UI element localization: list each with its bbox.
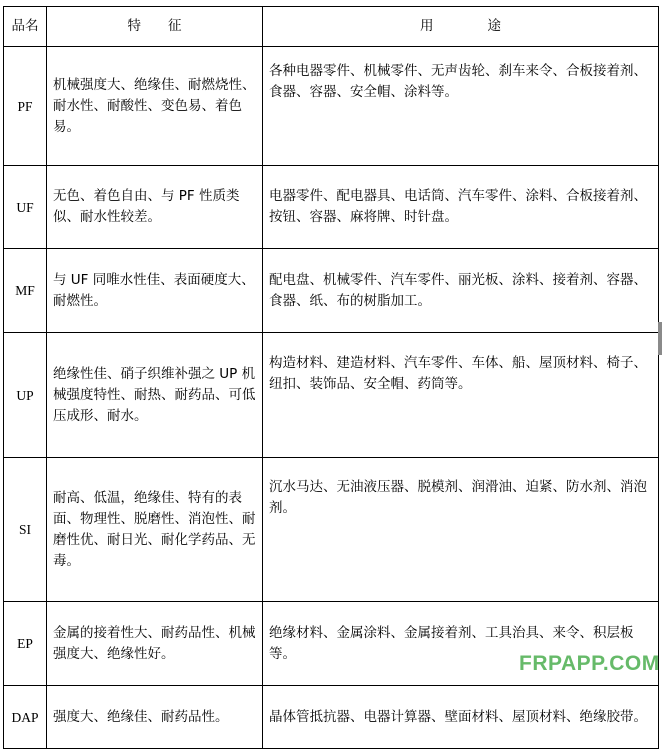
row-features: 与 UF 同唯水性佳、表面硬度大、耐燃性。 xyxy=(47,249,263,333)
watermark: FRPAPP.COM xyxy=(519,652,660,675)
row-features: 耐高、低温，绝缘佳、特有的表面、物理性、脱磨性、消泡性、耐磨性优、耐日光、耐化学药品、无毒。 xyxy=(47,458,263,602)
row-uses: 构造材料、建造材料、汽车零件、车体、船、屋顶材料、椅子、纽扣、装饰品、安全帽、药筒等。 xyxy=(263,333,659,458)
row-features: 金属的接着性大、耐药品性、机械强度大、绝缘性好。 xyxy=(47,602,263,686)
row-uses: 配电盘、机械零件、汽车零件、丽光板、涂料、接着剂、容器、食器、纸、布的树脂加工。 xyxy=(263,249,659,333)
table-row xyxy=(4,602,659,686)
table-row xyxy=(4,458,659,602)
row-name: UF xyxy=(4,166,47,249)
row-uses: 电器零件、配电器具、电话筒、汽车零件、涂料、合板接着剂、按钮、容器、麻将牌、时针盘。 xyxy=(263,166,659,249)
row-uses: 各种电器零件、机械零件、无声齿轮、刹车来令、合板接着剂、食器、容器、安全帽、涂料等。 xyxy=(263,47,659,166)
header-uses: 用 途 xyxy=(263,7,659,47)
table-row xyxy=(4,686,659,749)
scrollbar-thumb[interactable] xyxy=(658,322,662,355)
table-row xyxy=(4,249,659,333)
table-row xyxy=(4,166,659,249)
row-features: 绝缘性佳、硝子织维补强之 UP 机械强度特性、耐热、耐药品、可低压成形、耐水。 xyxy=(47,333,263,458)
row-features: 机械强度大、绝缘佳、耐燃烧性、耐水性、耐酸性、变色易、着色易。 xyxy=(47,47,263,166)
row-name: PF xyxy=(4,47,47,166)
header-features: 特 征 xyxy=(47,7,263,47)
plastics-table xyxy=(3,6,659,749)
row-name: MF xyxy=(4,249,47,333)
row-name: SI xyxy=(4,458,47,602)
row-features: 无色、着色自由、与 PF 性质类似、耐水性较差。 xyxy=(47,166,263,249)
table-row xyxy=(4,47,659,166)
header-row xyxy=(4,7,659,47)
table-row xyxy=(4,333,659,458)
header-name: 品名 xyxy=(4,7,47,47)
row-name: DAP xyxy=(4,686,47,749)
row-name: EP xyxy=(4,602,47,686)
row-features: 强度大、绝缘佳、耐药品性。 xyxy=(47,686,263,749)
row-uses: 沉水马达、无油液压器、脱模剂、润滑油、迫紧、防水剂、消泡剂。 xyxy=(263,458,659,602)
row-uses: 晶体管抵抗器、电器计算器、壁面材料、屋顶材料、绝缘胶带。 xyxy=(263,686,659,749)
row-uses: 绝缘材料、金属涂料、金属接着剂、工具治具、来令、积层板等。 xyxy=(263,602,659,686)
row-name: UP xyxy=(4,333,47,458)
